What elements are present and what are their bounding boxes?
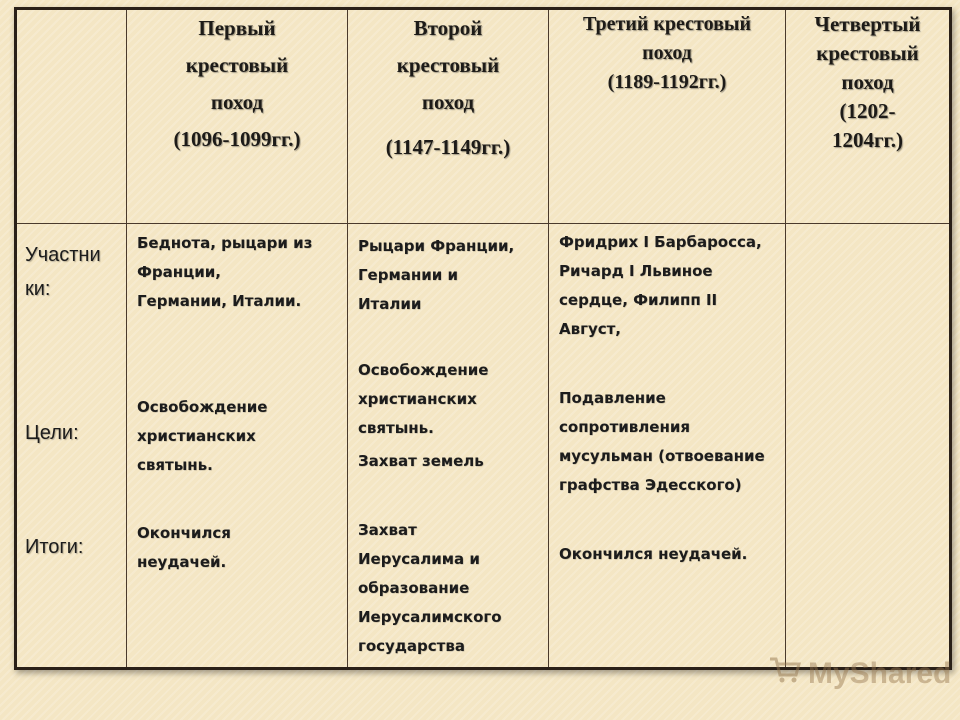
- text-line: Окончился неудачей.: [559, 545, 748, 563]
- header-first-crusade: [127, 9, 348, 224]
- text-line: неудачей.: [137, 553, 227, 571]
- header-years: (1189-1192гг.): [607, 71, 727, 93]
- text-line: сердце, Филипп II: [559, 291, 718, 309]
- header-third-crusade: [549, 9, 786, 224]
- text-line: государства: [358, 637, 465, 655]
- text-line: Германии, Италии.: [137, 292, 302, 310]
- header-row: [16, 9, 951, 224]
- text-line: сопротивления: [559, 418, 690, 436]
- header-line: Первый: [198, 16, 276, 40]
- first-goals: [137, 393, 339, 480]
- header-corner-cell: [16, 9, 127, 224]
- first-participants: [137, 229, 339, 316]
- label-line: Участни: [25, 244, 101, 266]
- first-crusade-cell: [127, 224, 348, 669]
- second-goals: [358, 356, 540, 476]
- text-line: Иерусалимского: [358, 608, 502, 626]
- text-line: Захват земель: [358, 452, 484, 470]
- second-participants: [358, 232, 540, 319]
- row-labels-cell: [16, 224, 127, 669]
- header-line: крестовый: [396, 53, 500, 77]
- second-results: [358, 516, 540, 661]
- text-line: Освобождение: [358, 361, 489, 379]
- content-row: [16, 224, 951, 669]
- second-crusade-cell: [348, 224, 549, 669]
- third-goals: [559, 384, 777, 500]
- fourth-crusade-cell: [786, 224, 951, 669]
- label-participants: [25, 238, 101, 306]
- text-line: Захват: [358, 521, 417, 539]
- third-results: [559, 540, 777, 569]
- text-line: Подавление: [559, 389, 666, 407]
- text-line: Август,: [559, 320, 621, 338]
- text-line: Фридрих I Барбаросса,: [559, 233, 762, 251]
- label-goals: Цели:: [25, 422, 79, 444]
- text-line: Ричард I Львиное: [559, 262, 713, 280]
- text-line: Беднота, рыцари из: [137, 234, 313, 252]
- header-line: Третий крестовый: [582, 13, 752, 35]
- header-second-crusade: [348, 9, 549, 224]
- header-line: крестовый: [816, 41, 919, 65]
- crusades-table: [14, 7, 952, 670]
- text-line: графства Эдесского): [559, 476, 742, 494]
- shopping-cart-icon: [768, 655, 808, 693]
- header-years: 1204гг.): [832, 128, 903, 152]
- text-line: Франции,: [137, 263, 221, 281]
- header-line: поход: [642, 42, 692, 64]
- third-crusade-cell: [549, 224, 786, 669]
- watermark-text: MyShared: [808, 657, 952, 690]
- text-line: образование: [358, 579, 470, 597]
- text-line: святынь.: [137, 456, 213, 474]
- label-results: Итоги:: [25, 536, 84, 558]
- header-fourth-crusade: [786, 9, 951, 224]
- text-line: Рыцари Франции,: [358, 237, 515, 255]
- text-line: Иерусалима и: [358, 550, 480, 568]
- first-results: [137, 519, 339, 577]
- text-line: Германии и: [358, 266, 458, 284]
- header-line: Второй: [413, 16, 483, 40]
- text-line: Освобождение: [137, 398, 268, 416]
- text-line: Италии: [358, 295, 422, 313]
- text-line: Окончился: [137, 524, 231, 542]
- text-line: мусульман (отвоевание: [559, 447, 765, 465]
- header-line: поход: [841, 70, 894, 94]
- header-line: Четвертый: [814, 12, 921, 36]
- header-line: поход: [421, 90, 475, 114]
- text-line: христианских: [137, 427, 256, 445]
- third-participants: [559, 228, 777, 344]
- text-line: христианских: [358, 390, 477, 408]
- header-line: поход: [210, 90, 264, 114]
- watermark: [768, 655, 951, 693]
- header-years: (1147-1149гг.): [385, 135, 511, 159]
- header-line: (1202-: [839, 99, 896, 123]
- header-line: крестовый: [185, 53, 289, 77]
- header-years: (1096-1099гг.): [173, 127, 301, 151]
- text-line: святынь.: [358, 419, 434, 437]
- label-line: ки:: [25, 278, 51, 300]
